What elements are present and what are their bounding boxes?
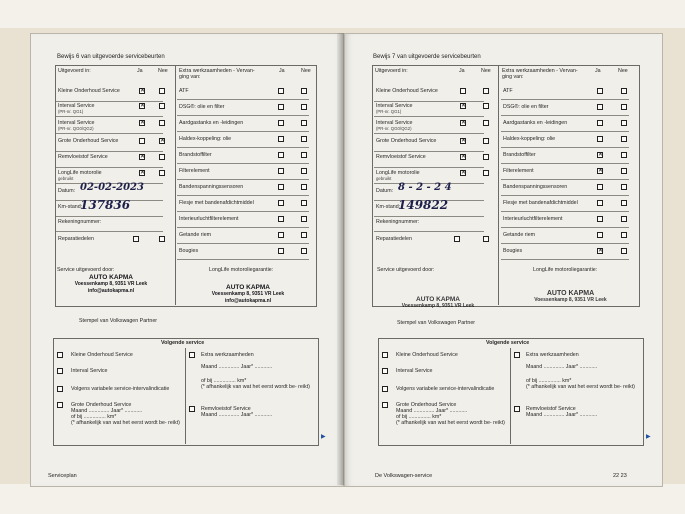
right-extra-label: DSG®: olie en filter	[503, 104, 549, 110]
left-service-nee-checkbox[interactable]: ✕	[160, 137, 166, 144]
row-divider	[374, 216, 484, 217]
right-next-note2: (* afhankelijk van wat het eerst wordt be- reikt)	[526, 384, 635, 390]
right-next-service-title: Volgende service	[486, 340, 530, 346]
row-divider	[56, 101, 163, 102]
row-divider	[177, 259, 309, 260]
left-service-ja-checkbox[interactable]: ✕	[140, 119, 146, 126]
left-partner-label: Stempel van Volkswagen Partner	[79, 318, 158, 324]
row-divider	[177, 99, 309, 100]
row-divider	[501, 163, 629, 164]
left-service-nee-checkbox[interactable]	[159, 154, 165, 160]
left-service-label: Kleine Onderhoud Service	[58, 88, 120, 94]
right-extra-label: Filterelement	[503, 168, 534, 174]
right-field-value: 149822	[398, 198, 449, 212]
right-service-ja-checkbox[interactable]: ✕	[461, 137, 467, 144]
right-service-ja-checkbox[interactable]	[460, 88, 466, 94]
left-service-label: Grote Onderhoud Service	[58, 138, 119, 144]
right-extra-label: Haldex-koppeling: olie	[503, 136, 556, 142]
right-next-note: (* afhankelijk van wat het eerst wordt be- reikt)	[396, 420, 505, 426]
right-field-label: Rekeningnummer:	[376, 219, 420, 225]
left-extra-nee-checkbox[interactable]	[301, 200, 307, 206]
row-divider	[501, 195, 629, 196]
right-col-nee: Nee	[481, 68, 491, 74]
right-footer: De Volkswagen-service	[375, 473, 433, 479]
left-next-checkbox[interactable]	[57, 386, 63, 392]
right-next-ofbij2: of bij ............... km*	[526, 378, 572, 384]
left-col-done: Uitgevoerd in:	[58, 68, 91, 74]
left-field-label: Km-stand:	[58, 204, 83, 210]
left-next-checkbox[interactable]	[57, 368, 63, 374]
row-divider	[501, 115, 629, 116]
right-field-label: Datum:	[376, 188, 394, 194]
left-extra-nee-checkbox[interactable]	[301, 152, 307, 158]
right-extra-nee-checkbox[interactable]	[621, 232, 627, 238]
row-divider	[56, 133, 163, 134]
row-divider	[374, 101, 484, 102]
left-next-maand2: Maand .............. Jaar* ............	[201, 364, 273, 370]
right-col-extra: Extra werkzaamheden - Vervan-	[502, 68, 578, 74]
right-col-nee2: Nee	[618, 68, 628, 74]
right-extra-label: Flesje met bandenafdichtmiddel	[503, 200, 578, 206]
right-service-nee-checkbox[interactable]	[483, 120, 489, 126]
right-extra-ja-checkbox[interactable]	[597, 136, 603, 142]
left-next-ofbij2: of bij ............... km*	[201, 378, 247, 384]
right-repairs-ja-checkbox[interactable]	[454, 236, 460, 242]
left-next-maand: Maand .............. Jaar* ............	[71, 408, 143, 414]
left-col-nee: Nee	[158, 68, 168, 74]
page-numbers: 22 23	[613, 473, 627, 479]
right-longlife-stamp: AUTO KAPMA Voessenkamp 8, 9351 VR Leek	[534, 290, 607, 303]
right-service-label: Kleine Onderhoud Service	[376, 88, 438, 94]
right-repairs-label: Reparatiedelen	[376, 236, 412, 242]
right-extra-label: Bandenspanningssensoren	[503, 184, 568, 190]
left-extra-ja-checkbox[interactable]	[278, 168, 284, 174]
left-dealer-stamp: AUTO KAPMA Voessenkamp 8, 9351 VR Leek info@autokapma.nl	[74, 274, 148, 294]
right-next-ofbij: of bij ............... km*	[396, 414, 442, 420]
left-next-ofbij: of bij ............... km*	[71, 414, 117, 420]
right-page	[344, 33, 663, 487]
left-header: Bewijs 6 van uitgevoerde servicebeurten	[57, 54, 165, 60]
left-next-checkbox[interactable]	[57, 402, 63, 408]
row-divider	[177, 163, 309, 164]
left-next-item: Grote Onderhoud Service	[71, 402, 132, 408]
right-extra-ja-checkbox[interactable]: ✕	[598, 151, 604, 158]
left-service-ja-checkbox[interactable]	[139, 138, 145, 144]
left-next-item: Interval Service	[71, 368, 108, 374]
right-service-ja-checkbox[interactable]: ✕	[461, 169, 467, 176]
right-service-ja-checkbox[interactable]: ✕	[461, 119, 467, 126]
left-page	[30, 33, 344, 487]
left-col-extra2: ging van:	[179, 74, 201, 80]
left-extra-ja-checkbox[interactable]	[278, 248, 284, 254]
left-extra-ja-checkbox[interactable]	[278, 216, 284, 222]
right-next-item: Grote Onderhoud Service	[396, 402, 457, 408]
row-divider	[501, 147, 629, 148]
row-divider	[177, 195, 309, 196]
row-divider	[374, 167, 484, 168]
left-extra-nee-checkbox[interactable]	[301, 104, 307, 110]
left-extra-label: Getande riem	[179, 232, 212, 238]
left-extra-nee-checkbox[interactable]	[301, 184, 307, 190]
right-extra-nee-checkbox[interactable]	[621, 168, 627, 174]
left-service-ja-checkbox[interactable]: ✕	[140, 87, 146, 94]
right-service-nee-checkbox[interactable]	[483, 138, 489, 144]
left-service-ja-checkbox[interactable]: ✕	[140, 153, 146, 160]
right-extra-ja-checkbox[interactable]	[597, 216, 603, 222]
next-page-arrow-icon: ▶	[321, 434, 326, 440]
left-longlife: LongLife motoroliegarantie:	[209, 267, 274, 273]
left-service-sub: (PR-nr. QG0/QG2)	[58, 126, 94, 131]
right-field-value: 8 - 2 - 2 4	[398, 182, 452, 193]
left-next-note2: (* afhankelijk van wat het eerst wordt be- reikt)	[201, 384, 310, 390]
left-service-ja-checkbox[interactable]: ✕	[140, 102, 146, 109]
left-service-sub: gebruikt	[58, 176, 74, 181]
left-extra-label: DSG®: olie en filter	[179, 104, 225, 110]
left-extra-nee-checkbox[interactable]	[301, 168, 307, 174]
left-longlife-stamp: AUTO KAPMA Voessenkamp 8, 9351 VR Leek info@autokapma.nl	[211, 284, 285, 304]
left-extra-nee-checkbox[interactable]	[301, 136, 307, 142]
left-service-ja-checkbox[interactable]: ✕	[140, 169, 146, 176]
right-extra-label: ATF	[503, 88, 513, 94]
left-next-brake: Remvloeistof Service	[201, 406, 251, 412]
row-divider	[374, 116, 484, 117]
row-divider	[56, 216, 163, 217]
left-repairs-ja-checkbox[interactable]	[133, 236, 139, 242]
right-extra-ja-checkbox[interactable]: ✕	[598, 247, 604, 254]
right-extra-label: Bougies	[503, 248, 523, 254]
left-extra-label: Aardgastanks en -leidingen	[179, 120, 244, 126]
left-service-by: Service uitgevoerd door:	[57, 267, 115, 273]
right-service-nee-checkbox[interactable]	[483, 103, 489, 109]
left-extra-ja-checkbox[interactable]	[278, 88, 284, 94]
row-divider	[501, 259, 629, 260]
right-extra-nee-checkbox[interactable]	[621, 104, 627, 110]
right-extra-ja-checkbox[interactable]	[597, 184, 603, 190]
right-next-maand: Maand .............. Jaar* ............	[396, 408, 468, 414]
right-service-label: LongLife motorolie	[376, 170, 420, 176]
right-next-checkbox[interactable]	[382, 368, 388, 374]
left-service-nee-checkbox[interactable]	[159, 120, 165, 126]
left-extra-nee-checkbox[interactable]	[301, 248, 307, 254]
left-repairs-label: Reparatiedelen	[58, 236, 94, 242]
left-field-value: 02-02-2023	[80, 182, 144, 193]
left-extra-label: Filterelement	[179, 168, 210, 174]
left-extra-label: Brandstoffilter	[179, 152, 212, 158]
left-service-sub: (PR-nr. QG1)	[58, 109, 84, 114]
right-service-nee-checkbox[interactable]	[483, 154, 489, 160]
right-next-item: Kleine Onderhoud Service	[396, 352, 458, 358]
right-extra-nee-checkbox[interactable]	[621, 184, 627, 190]
right-col-extra2: ging van:	[502, 74, 524, 80]
right-extra-nee-checkbox[interactable]	[621, 216, 627, 222]
right-service-ja-checkbox[interactable]: ✕	[461, 153, 467, 160]
left-next-note: (* afhankelijk van wat het eerst wordt be- reikt)	[71, 420, 180, 426]
right-service-label: Interval Service	[376, 103, 413, 109]
left-next-item: Volgens variabele service-intervalindicatie	[71, 386, 170, 392]
left-next-item: Kleine Onderhoud Service	[71, 352, 133, 358]
right-extra-nee-checkbox[interactable]	[621, 136, 627, 142]
row-divider	[501, 131, 629, 132]
left-extra-ja-checkbox[interactable]	[278, 120, 284, 126]
right-col-ja2: Ja	[595, 68, 601, 74]
right-service-nee-checkbox[interactable]	[483, 170, 489, 176]
row-divider	[56, 116, 163, 117]
left-service-label: Interval Service	[58, 120, 95, 126]
right-col-ja: Ja	[459, 68, 465, 74]
right-repairs-nee-checkbox[interactable]	[483, 236, 489, 242]
left-extra-ja-checkbox[interactable]	[278, 152, 284, 158]
right-next-item: Interval Service	[396, 368, 433, 374]
right-extra-nee-checkbox[interactable]	[621, 152, 627, 158]
right-extra-nee-checkbox[interactable]	[621, 200, 627, 206]
right-extra-ja-checkbox[interactable]	[597, 88, 603, 94]
left-extra-nee-checkbox[interactable]	[301, 232, 307, 238]
right-next-maand2: Maand .............. Jaar* ............	[526, 364, 598, 370]
next-page-arrow-icon: ▶	[646, 434, 651, 440]
right-extra-ja-checkbox[interactable]	[597, 232, 603, 238]
left-extra-nee-checkbox[interactable]	[301, 88, 307, 94]
right-next-checkbox[interactable]	[382, 386, 388, 392]
row-divider	[177, 211, 309, 212]
left-next-extra: Extra werkzaamheden	[201, 352, 254, 358]
row-divider	[501, 227, 629, 228]
right-next-checkbox[interactable]	[382, 352, 388, 358]
left-service-label: LongLife motorolie	[58, 170, 102, 176]
left-repairs-nee-checkbox[interactable]	[159, 236, 165, 242]
right-service-nee-checkbox[interactable]	[483, 88, 489, 94]
left-extra-label: Bougies	[179, 248, 199, 254]
right-next-brake: Remvloeistof Service	[526, 406, 576, 412]
right-extra-nee-checkbox[interactable]	[621, 248, 627, 254]
left-footer: Serviceplan	[48, 473, 77, 479]
left-next-maand3: Maand .............. Jaar* ............	[201, 412, 273, 418]
left-service-label: Remvloeistof Service	[58, 154, 108, 160]
left-col-nee2: Nee	[301, 68, 311, 74]
left-field-value: 137836	[80, 198, 131, 212]
left-extra-nee-checkbox[interactable]	[301, 120, 307, 126]
right-partner-label: Stempel van Volkswagen Partner	[397, 320, 476, 326]
row-divider	[374, 231, 484, 232]
right-next-item: Volgens variabele service-intervalindicatie	[396, 386, 495, 392]
row-divider	[501, 211, 629, 212]
left-extra-ja-checkbox[interactable]	[278, 136, 284, 142]
row-divider	[177, 227, 309, 228]
row-divider	[56, 151, 163, 152]
right-service-sub: (PR-nr. QG1)	[376, 109, 402, 114]
right-next-checkbox[interactable]	[382, 402, 388, 408]
row-divider	[177, 131, 309, 132]
right-extra-ja-checkbox[interactable]	[597, 104, 603, 110]
left-extra-label: Interieurluchtfilterelement	[179, 216, 239, 222]
row-divider	[501, 99, 629, 100]
left-service-label: Interval Service	[58, 103, 95, 109]
row-divider	[374, 151, 484, 152]
right-service-label: Remvloeistof Service	[376, 154, 426, 160]
left-col-ja2: Ja	[279, 68, 285, 74]
right-extra-label: Aardgastanks en -leidingen	[503, 120, 568, 126]
left-extra-ja-checkbox[interactable]	[278, 104, 284, 110]
left-next-brake-checkbox[interactable]	[189, 406, 195, 412]
left-extra-ja-checkbox[interactable]	[278, 200, 284, 206]
right-dealer-stamp: AUTO KAPMA Voessenkamp 8, 9351 VR Leek	[401, 296, 475, 309]
right-extra-ja-checkbox[interactable]: ✕	[598, 167, 604, 174]
right-extra-nee-checkbox[interactable]	[621, 88, 627, 94]
left-extra-ja-checkbox[interactable]	[278, 232, 284, 238]
right-extra-label: Getande riem	[503, 232, 536, 238]
left-col-ja: Ja	[137, 68, 143, 74]
row-divider	[177, 147, 309, 148]
left-service-nee-checkbox[interactable]	[159, 170, 165, 176]
right-extra-ja-checkbox[interactable]	[597, 200, 603, 206]
left-field-label: Datum:	[58, 188, 76, 194]
right-extra-ja-checkbox[interactable]	[597, 120, 603, 126]
row-divider	[501, 243, 629, 244]
left-service-nee-checkbox[interactable]	[159, 88, 165, 94]
right-service-sub: (PR-nr. QG0/QG2)	[376, 126, 412, 131]
left-extra-label: Bandenspanningssensoren	[179, 184, 244, 190]
right-next-brake-checkbox[interactable]	[514, 406, 520, 412]
row-divider	[501, 179, 629, 180]
right-field-label: Km-stand:	[376, 204, 401, 210]
right-service-sub: gebruikt	[376, 176, 392, 181]
row-divider	[177, 179, 309, 180]
left-extra-nee-checkbox[interactable]	[301, 216, 307, 222]
row-divider	[177, 243, 309, 244]
left-next-checkbox[interactable]	[57, 352, 63, 358]
right-service-label: Grote Onderhoud Service	[376, 138, 437, 144]
row-divider	[56, 167, 163, 168]
right-longlife: LongLife motoroliegarantie:	[533, 267, 598, 273]
right-service-by: Service uitgevoerd door:	[377, 267, 435, 273]
right-next-maand3: Maand .............. Jaar* ............	[526, 412, 598, 418]
right-extra-nee-checkbox[interactable]	[621, 120, 627, 126]
right-service-ja-checkbox[interactable]: ✕	[461, 102, 467, 109]
left-extra-ja-checkbox[interactable]	[278, 184, 284, 190]
row-divider	[56, 231, 163, 232]
right-next-extra: Extra werkzaamheden	[526, 352, 579, 358]
left-extra-label: Flesje met bandenafdichtmiddel	[179, 200, 254, 206]
left-field-label: Rekeningnummer:	[58, 219, 102, 225]
left-next-service-title: Volgende service	[161, 340, 205, 346]
left-extra-label: ATF	[179, 88, 189, 94]
right-extra-label: Brandstoffilter	[503, 152, 536, 158]
right-next-extra-checkbox[interactable]	[514, 352, 520, 358]
row-divider	[177, 115, 309, 116]
left-col-extra: Extra werkzaamheden - Vervan-	[179, 68, 255, 74]
left-next-extra-checkbox[interactable]	[189, 352, 195, 358]
right-service-label: Interval Service	[376, 120, 413, 126]
right-col-done: Uitgevoerd in:	[375, 68, 408, 74]
right-header: Bewijs 7 van uitgevoerde servicebeurten	[373, 54, 481, 60]
right-extra-label: Interieurluchtfilterelement	[503, 216, 563, 222]
row-divider	[374, 133, 484, 134]
left-extra-label: Haldex-koppeling: olie	[179, 136, 232, 142]
left-service-nee-checkbox[interactable]	[159, 103, 165, 109]
